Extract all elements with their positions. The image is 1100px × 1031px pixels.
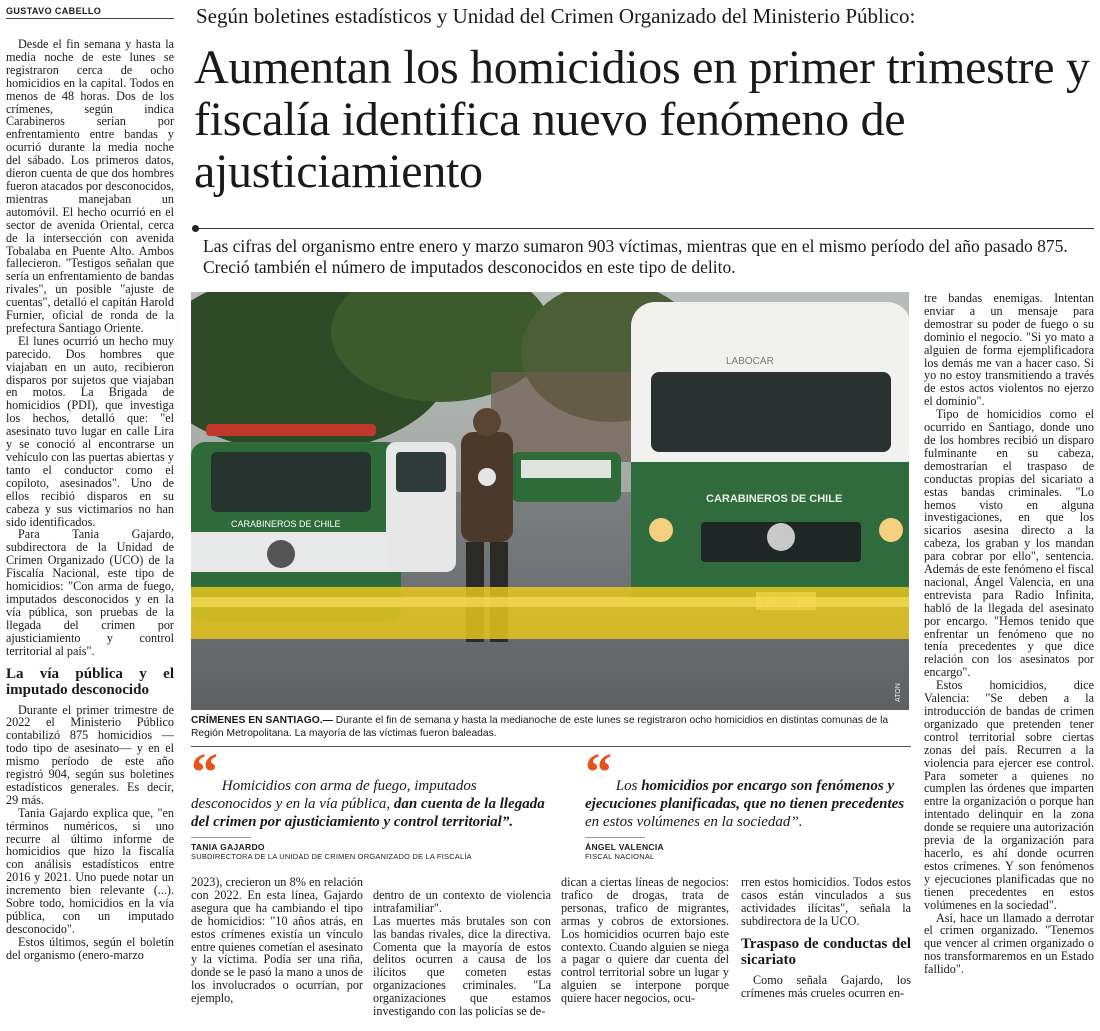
quote-valencia-role: FISCAL NACIONAL	[585, 852, 655, 861]
quotes-top-rule	[191, 746, 911, 747]
pull-quote-valencia	[585, 742, 911, 861]
photo-credit: ATON	[895, 683, 902, 702]
photo-illustration	[191, 292, 909, 710]
body-col3-text: dican a ciertas líneas de negocios: trafico de drogas, trata de personas, trafico de migrantes, armas y cobros de extorsiones. Los homicidios ocurren bajo este contexto. Cuando alguien se niega a pagar o quiere dar cuenta del control territorial sobre un lugar y alguien se interpone porque quiere hacer negocios, ocu-	[561, 875, 729, 1006]
quote-gajardo-post: ”.	[501, 814, 514, 830]
subhead-via-publica: La vía pública y el imputado desconocido	[6, 665, 174, 698]
quote-gajardo-role: SUBDIRECTORA DE LA UNIDAD DE CRIMEN ORGANIZADO DE LA FISCALÍA	[191, 852, 472, 861]
left-paragraph-4: Durante el primer trimestre de 2022 el Ministerio Público contabilizó 875 homicidios —todo tipo de asesinato— y en el mismo período de este año registró 904, según sus boletines estadísticos generales. Es decir, 29 más.	[6, 702, 174, 807]
quote-valencia-name: ÁNGEL VALENCIA	[585, 842, 664, 852]
quote-valencia-pre: Los	[615, 778, 642, 794]
right-paragraph-3: Estos homicidios, dice Valencia: "Se deben a la introducción de bandas de crimen organizado que pretenden tener control territorial sobre ciertas zonas del país. Recurren a la violencia para ejercer ese control. Para someter a quienes no cumplen las órdenes que imparten entre la organización o porque han intentado delinquir en la zona donde se requiere una autorización previa de la organización para hacerlo, es ahí donde ocurren estos crímenes. Y son fenómenos y ejecuciones planificadas que no tienen precedentes en estos volúmenes en la sociedad".	[924, 678, 1094, 912]
photo-caption	[191, 714, 916, 740]
left-column	[6, 38, 174, 962]
body-col1-text: 2023), crecieron un 8% en relación con 2022. En esta línea, Gajardo asegura que ha cambiando el tipo de homicidios: "10 años atrás, en estos crímenes existía un vínculo entre quienes cometían el asesinato y la víctima. Podía ser una riña, donde se le pasó la mano a unos de los involucrados o ocurrían, por ejemplo,	[191, 875, 363, 1006]
body-column-4	[741, 876, 911, 999]
quote-gajardo-pre: Homicidios con arma de fuego, imputados desconocidos y en la vía pública,	[191, 778, 477, 812]
ambulance-top-text: LABOCAR	[726, 356, 774, 367]
byline: GUSTAVO CABELLO	[6, 6, 174, 19]
left-paragraph-3: Para Tania Gajardo, subdirectora de la Unidad de Crimen Organizado (UCO) de la Fiscalía Nacional, este tipo de homicidios: "Con arma de fuego, imputados desconocidos y en la vía pública, son pruebas de la llegada del crimen por ajusticiamiento y control territorial al país".	[6, 527, 174, 658]
quote-divider	[585, 837, 645, 838]
right-paragraph-4: Así, hace un llamado a derrotar el crimen organizado. "Tenemos que vencer al crimen organizado o nos transformaremos en un Estado fallido".	[924, 910, 1094, 977]
quote-valencia-text	[585, 742, 911, 831]
quote-mark-icon: “	[191, 742, 218, 802]
body-column-3	[561, 876, 729, 1005]
body-col4-after: Como señala Gajardo, los crímenes más crueles ocurren en-	[741, 972, 911, 1000]
caption-text: Durante el fin de semana y hasta la medianoche de este lunes se registraron ocho homicidios en distintas comunas de la Región Metropolitana. La mayoría de las víctimas fueron baleadas.	[191, 715, 889, 739]
kicker: Según boletines estadísticos y Unidad del Crimen Organizado del Ministerio Público:	[196, 4, 916, 28]
quote-gajardo-text	[191, 742, 561, 831]
quote-valencia-post: en estos volúmenes en la sociedad”.	[585, 814, 803, 830]
right-column	[924, 292, 1094, 976]
caption-lead: CRÍMENES EN SANTIAGO.—	[191, 715, 333, 726]
body-col4-text: rren estos homicidios. Todos estos casos están vinculados a sus actividades ilícitas", señala la subdirectora de la UCO.	[741, 875, 911, 928]
subhead-traspaso: Traspaso de conductas del sicariato	[741, 935, 911, 968]
body-column-1	[191, 876, 363, 1005]
quote-gajardo-bold: dan cuenta de la llegada del crimen por ajusticiamiento y control territorial	[191, 796, 545, 830]
deck: Las cifras del organismo entre enero y marzo sumaron 903 víctimas, mientras que en el mismo período del año pasado 875. Creció también el número de imputados desconocidos en este tipo de delito.	[203, 236, 1068, 277]
quote-valencia-bold: homicidios por encargo son fenómenos y ejecuciones planificadas, que no tienen precedentes	[585, 778, 905, 812]
quote-divider	[191, 837, 251, 838]
headline: Aumentan los homicidios en primer trimestre y fiscalía identifica nuevo fenómeno de ajusticiamiento	[194, 41, 1090, 198]
quote-gajardo-name: TANIA GAJARDO	[191, 842, 265, 852]
left-paragraph-2: El lunes ocurrió un hecho muy parecido. Dos hombres que viajaban en un auto, recibieron disparos por sujetos que viajaban en motos. La Brigada de homicidios (PDI), que investiga los hechos, detalló que: "el asesinato tuvo lugar en calle Lira y se conoció al encontrarse un vehículo con las puertas abiertas y tanto el conductor como el copiloto, asesinados". Uno de ellos recibió disparos en su cabeza y sus victimarios no han sido identificados.	[6, 333, 174, 529]
headline-rule	[196, 228, 1094, 229]
left-paragraph-5: Tania Gajardo explica que, "en términos numéricos, si uno recurre al último informe de homicidios que hizo la fiscalía con análisis estadísticos entre 2016 y 2021. Uno puede notar un incremento bien relevante (...). Sobre todo, homicidios en la vía pública, con un imputado desconocido".	[6, 805, 174, 936]
pull-quote-gajardo	[191, 742, 561, 861]
quote-mark-icon: “	[585, 742, 612, 802]
left-paragraph-1: Desde el fin semana y hasta la media noche de este lunes se registraron cerca de ocho homicidios en la capital. Todos en menos de 48 horas. Dos de los crímenes, según indica Carabineros serían por enfrentamiento entre bandas y ocurrió durante la media noche del sábado. Los primeros datos, dieron cuenta de que dos hombres fueron atacados por desconocidos, mientras manejaban un automóvil. El hecho ocurrió en el sector de avenida Oriental, cerca de la intersección con avenida Tobalaba en Puente Alto. Ambos fallecieron. "Testigos señalan que sería un enfrentamiento de bandas rivales", un posible "ajuste de cuentas", detalló el capitán Harold Furnier, oficial de ronda de la prefectura Santiago Oriente.	[6, 37, 174, 335]
police-ambulance	[631, 302, 909, 610]
body-col2-text: dentro de un contexto de violencia intrafamiliar". Las muertes más brutales son con las bandas rivales, dice la directiva. Comenta que la mayoría de estos delitos ocurren a causa de los ilícitos que cometen estas organizaciones criminales. "La organizaciones que estamos investigando con las policías se de-	[373, 887, 551, 1019]
ambulance-side-text: CARABINEROS DE CHILE	[706, 493, 843, 505]
left-paragraph-6: Estos últimos, según el boletín del organismo (enero-marzo	[6, 934, 174, 962]
news-photo	[191, 292, 909, 710]
car-side-text: CARABINEROS DE CHILE	[231, 519, 341, 529]
right-paragraph-2: Tipo de homicidios como el ocurrido en Santiago, donde uno de los hombres recibió un disparo fulminante en su cabeza, demostrarían el traspaso de conductas propias del sicariato a estas bandas criminales. "Lo hemos visto en alguna investigaciones, en que los sicarios asesina directo a la cabeza, los graban y los mandan para cobrar por ello", sentencia. Además de este fenómeno el fiscal nacional, Ángel Valencia, en una entrevista para Radio Infinita, habló de la llegada del asesinato por encargo. "Hemos tenido que enfrentar un fenómeno que no tenía precedentes y que dice relación con los asesinatos por encargo".	[924, 407, 1094, 680]
body-column-2	[373, 876, 551, 1031]
right-paragraph-1: tre bandas enemigas. Intentan enviar a un mensaje para demostrar su poder de fuego o su dominio el negocio. "Si yo mato a alguien de forma ejemplificadora los demás me van a hacer caso. Si yo no estoy transmitiendo a través de estos actos violentos no ejerzo el dominio".	[924, 291, 1094, 409]
